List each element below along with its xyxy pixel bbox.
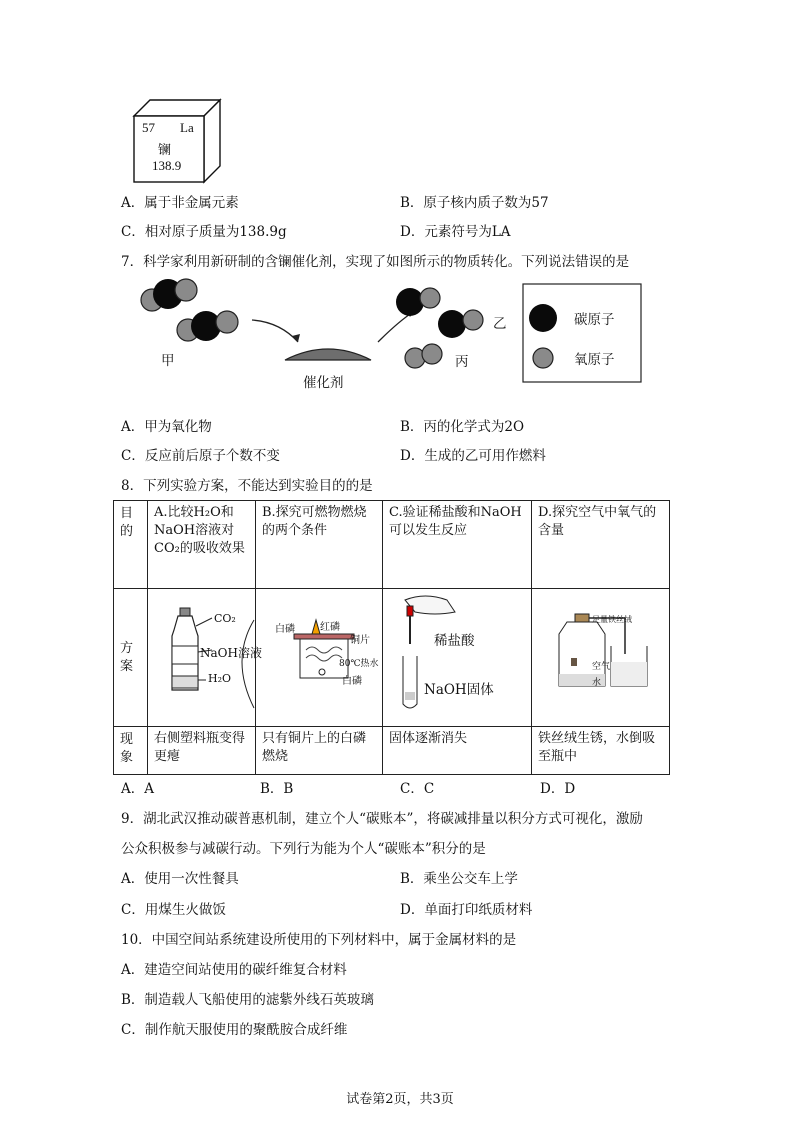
q6-option-c[interactable]: C．相对原子质量为138.9g (121, 224, 287, 240)
q7-option-c[interactable]: C．反应前后原子个数不变 (121, 448, 280, 464)
label-bing: 丙 (455, 354, 469, 370)
phenomenon-cell-a: 右侧塑料瓶变得更瘪 (148, 727, 256, 775)
q9-option-b[interactable]: B．乘坐公交车上学 (400, 871, 518, 887)
phenomenon-cell-d: 铁丝绒生锈，水倒吸至瓶中 (532, 727, 670, 775)
label-d-water: 水 (592, 678, 602, 688)
label-a-h2o: H₂O (208, 672, 232, 685)
oxygen-atom (422, 344, 442, 364)
arrow-line (378, 312, 413, 342)
q8-option-a[interactable]: A．A (121, 781, 154, 797)
label-yi: 乙 (493, 316, 507, 332)
label-b-water: 80℃热水 (339, 659, 379, 669)
label-b-white-p: 白磷 (275, 624, 295, 635)
label-b-copper: 铜片 (350, 635, 370, 646)
page-footer: 试卷第2页，共3页 (346, 1092, 454, 1107)
purpose-cell-a: A.比较H₂O和NaOH溶液对CO₂的吸收效果 (148, 501, 256, 589)
oxygen-atom (463, 310, 483, 330)
q9-option-a[interactable]: A．使用一次性餐具 (121, 871, 239, 887)
q7-option-b[interactable]: B．丙的化学式为2O (400, 419, 525, 435)
purpose-cell-d: D.探究空气中氧气的含量 (532, 501, 670, 589)
q10-option-b[interactable]: B．制造载人飞船使用的滤紫外线石英玻璃 (121, 992, 374, 1008)
table-row-phenomenon (114, 727, 670, 775)
q9-option-c[interactable]: C．用煤生火做饭 (121, 902, 226, 918)
label-b-red-p: 红磷 (320, 622, 340, 633)
q8-stem: 8．下列实验方案，不能达到实验目的的是 (121, 478, 373, 494)
label-a-naoh: NaOH溶液 (200, 646, 262, 660)
q10-option-a[interactable]: A．建造空间站使用的碳纤维复合材料 (121, 962, 347, 978)
q7-stem: 7．科学家利用新研制的含镧催化剂，实现了如图所示的物质转化。下列说法错误的是 (121, 254, 630, 270)
atomic-number: 57 (142, 120, 155, 135)
catalyst-shape (285, 349, 371, 360)
q8-option-c[interactable]: C．C (400, 781, 435, 797)
q6-option-b[interactable]: B．原子核内质子数为57 (400, 195, 549, 211)
oxygen-atom (420, 288, 440, 308)
label-b-white-p2: 白磷 (342, 676, 362, 687)
q9-option-d[interactable]: D．单面打印纸质材料 (400, 902, 533, 918)
label-c-hcl: 稀盐酸 (434, 633, 475, 649)
q9-stem-line2: 公众积极参与减碳行动。下列行为能为个人“碳账本”积分的是 (121, 841, 486, 857)
q10-option-c[interactable]: C．制作航天服使用的聚酰胺合成纤维 (121, 1022, 348, 1038)
element-name: 镧 (158, 143, 172, 158)
oxygen-atom (216, 311, 238, 333)
label-jia: 甲 (161, 353, 175, 369)
label-catalyst: 催化剂 (303, 375, 344, 391)
q6-option-a[interactable]: A．属于非金属元素 (121, 195, 239, 211)
phenomenon-cell-b: 只有铜片上的白磷燃烧 (256, 727, 383, 775)
q8-option-b[interactable]: B．B (260, 781, 294, 797)
label-a-co2: CO₂ (214, 612, 236, 625)
flame-icon (312, 620, 320, 634)
q10-stem: 10．中国空间站系统建设所使用的下列材料中，属于金属材料的是 (121, 932, 517, 948)
q9-stem-line1: 9．湖北武汉推动碳普惠机制，建立个人“碳账本”，将碳减排量以积分方式可视化，激励 (121, 811, 643, 827)
carbon-atom (396, 288, 424, 316)
row-header-scheme: 方案 (114, 589, 148, 727)
q6-option-d[interactable]: D．元素符号为LA (400, 224, 511, 240)
q7-option-d[interactable]: D．生成的乙可用作燃料 (400, 448, 546, 464)
reaction-diagram-svg (130, 272, 650, 384)
legend-carbon-label: 碳原子 (574, 312, 615, 328)
arrow-line (252, 320, 298, 342)
element-symbol: La (180, 120, 194, 135)
label-c-naoh: NaOH固体 (424, 682, 494, 698)
row-header-purpose: 目的 (114, 501, 148, 589)
purpose-cell-b: B.探究可燃物燃烧的两个条件 (256, 501, 383, 589)
purpose-cell-c: C.验证稀盐酸和NaOH可以发生反应 (383, 501, 532, 589)
oxygen-atom (175, 279, 197, 301)
phenomenon-cell-c: 固体逐渐消失 (383, 727, 532, 775)
q8-option-d[interactable]: D．D (540, 781, 576, 797)
atomic-mass: 138.9 (152, 158, 182, 173)
legend-oxygen-icon (533, 348, 553, 368)
legend-carbon-icon (529, 304, 557, 332)
label-d-air: 空气 (592, 662, 611, 672)
label-d-wire: 足量铁丝绒 (592, 615, 632, 624)
legend-oxygen-label: 氧原子 (574, 352, 615, 368)
row-header-phenomenon: 现象 (114, 727, 148, 775)
q7-option-a[interactable]: A．甲为氧化物 (121, 419, 212, 435)
carbon-atom (438, 310, 466, 338)
table-row-purpose (114, 501, 670, 589)
